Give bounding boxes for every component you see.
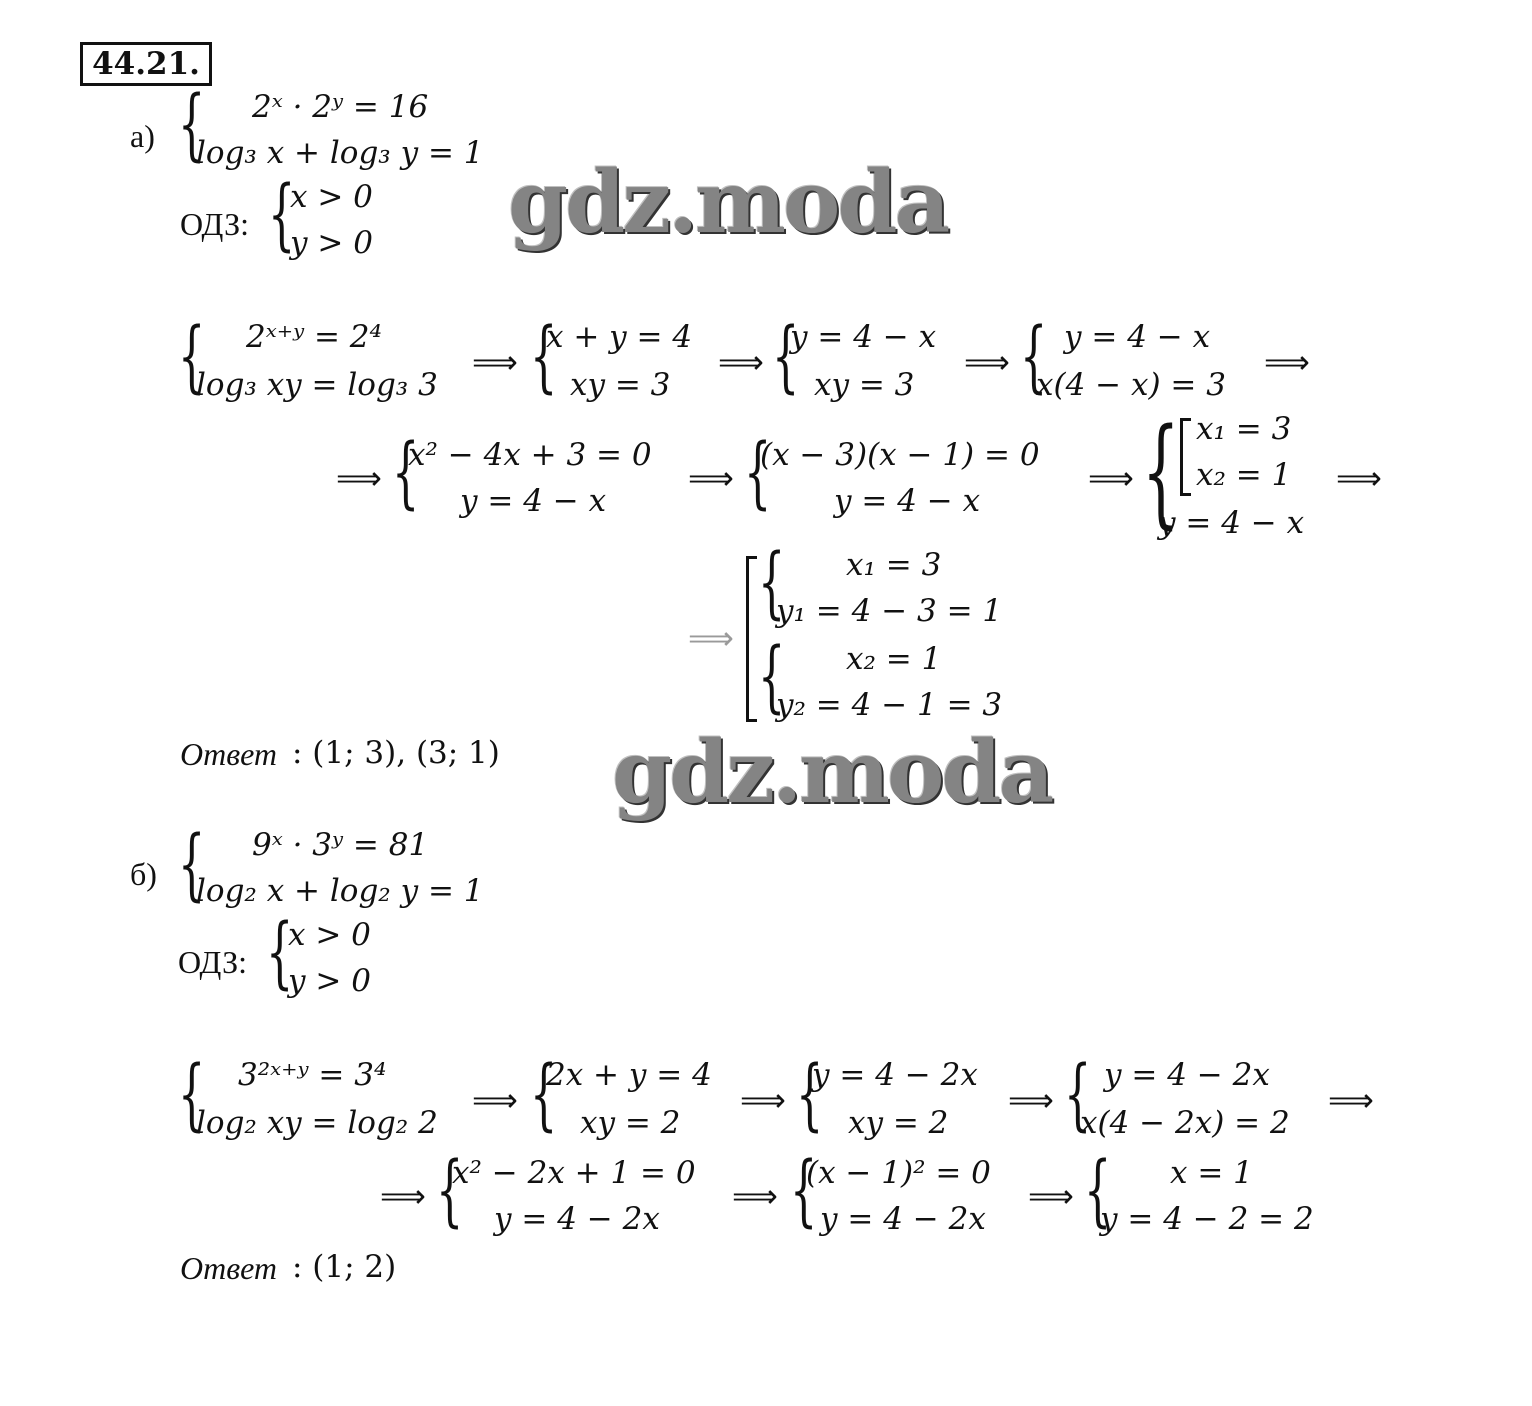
watermark-1: gdz.moda xyxy=(508,152,948,253)
implies-arrow: ⟹ xyxy=(718,343,764,381)
implies-arrow: ⟹ xyxy=(1008,1081,1054,1119)
step2-b-eq2: xy = 2 xyxy=(580,1105,681,1141)
brace: { xyxy=(268,170,296,260)
step7-a-root2: x₂ = 1 xyxy=(1196,457,1292,493)
odz-b-x: x > 0 xyxy=(288,917,371,953)
step1-a-eq1: 2ˣ⁺ʸ = 2⁴ xyxy=(246,319,382,355)
system-a-eq1: 2ˣ · 2ʸ = 16 xyxy=(252,89,429,125)
brace: { xyxy=(530,312,558,402)
system-b-eq2: log₂ x + log₂ y = 1 xyxy=(196,873,484,909)
brace: { xyxy=(758,538,786,628)
brace: { xyxy=(744,428,772,518)
brace: { xyxy=(758,632,786,722)
step4-b-eq2: x(4 − 2x) = 2 xyxy=(1080,1105,1290,1141)
problem-number: 44.21. xyxy=(80,42,212,86)
step5-a-eq1: x² − 4x + 3 = 0 xyxy=(408,437,652,473)
brace: { xyxy=(178,312,206,402)
step6-b-eq2: y = 4 − 2x xyxy=(820,1201,986,1237)
implies-arrow: ⟹ xyxy=(964,343,1010,381)
implies-arrow: ⟹ xyxy=(740,1081,786,1119)
brace: { xyxy=(772,312,800,402)
step7-b-eq2: y = 4 − 2 = 2 xyxy=(1100,1201,1314,1237)
step3-b-eq1: y = 4 − 2x xyxy=(812,1057,978,1093)
implies-arrow: ⟹ xyxy=(1088,459,1134,497)
system-b-eq1: 9ˣ · 3ʸ = 81 xyxy=(252,827,429,863)
brace: { xyxy=(530,1050,558,1140)
brace: { xyxy=(796,1050,824,1140)
step5-a-eq2: y = 4 − x xyxy=(460,483,607,519)
implies-arrow: ⟹ xyxy=(732,1177,778,1215)
step8-a-sys1-x: x₁ = 3 xyxy=(846,547,942,583)
step2-a-eq1: x + y = 4 xyxy=(546,319,693,355)
step8-a-sys1-y: y₁ = 4 − 3 = 1 xyxy=(776,593,1003,629)
implies-arrow: ⟹ xyxy=(688,619,734,657)
odz-b-label: ОДЗ: xyxy=(178,944,248,980)
implies-arrow: ⟹ xyxy=(1336,459,1382,497)
system-a-eq2: log₃ x + log₃ y = 1 xyxy=(196,135,484,171)
odz-a-y: y > 0 xyxy=(290,225,373,261)
step3-a-eq1: y = 4 − x xyxy=(790,319,937,355)
step2-b-eq1: 2x + y = 4 xyxy=(546,1057,712,1093)
step1-b-eq1: 3²ˣ⁺ʸ = 3⁴ xyxy=(238,1057,387,1093)
step7-b-eq1: x = 1 xyxy=(1170,1155,1253,1191)
step8-a-sys2-x: x₂ = 1 xyxy=(846,641,942,677)
brace: { xyxy=(1142,402,1180,540)
implies-arrow: ⟹ xyxy=(380,1177,426,1215)
step7-a-root1: x₁ = 3 xyxy=(1196,411,1292,447)
implies-arrow: ⟹ xyxy=(472,1081,518,1119)
answer-a-value: : (1; 3), (3; 1) xyxy=(292,735,500,771)
brace: { xyxy=(1064,1050,1092,1140)
brace: { xyxy=(178,820,206,910)
step5-b-eq2: y = 4 − 2x xyxy=(494,1201,660,1237)
answer-b-label: Ответ xyxy=(180,1250,277,1286)
part-a-label: а) xyxy=(130,118,155,154)
step4-a-eq1: y = 4 − x xyxy=(1064,319,1211,355)
brace: { xyxy=(1084,1146,1112,1236)
brace: { xyxy=(266,908,294,998)
step6-b-eq1: (x − 1)² = 0 xyxy=(806,1155,991,1191)
step7-a-y: y = 4 − x xyxy=(1158,505,1305,541)
step6-a-eq2: y = 4 − x xyxy=(834,483,981,519)
step5-b-eq1: x² − 2x + 1 = 0 xyxy=(452,1155,696,1191)
answer-a-label: Ответ xyxy=(180,736,277,772)
odz-b-y: y > 0 xyxy=(288,963,371,999)
brace: { xyxy=(436,1146,464,1236)
brace: { xyxy=(1020,312,1048,402)
bracket xyxy=(746,556,757,722)
brace: { xyxy=(178,1050,206,1140)
implies-arrow: ⟹ xyxy=(472,343,518,381)
step1-b-eq2: log₂ xy = log₂ 2 xyxy=(196,1105,438,1141)
odz-a-x: x > 0 xyxy=(290,179,373,215)
implies-arrow: ⟹ xyxy=(688,459,734,497)
answer-b-value: : (1; 2) xyxy=(292,1249,397,1285)
implies-arrow: ⟹ xyxy=(1328,1081,1374,1119)
step4-a-eq2: x(4 − x) = 3 xyxy=(1036,367,1226,403)
bracket xyxy=(1180,418,1191,496)
odz-a-label: ОДЗ: xyxy=(180,206,250,242)
step8-a-sys2-y: y₂ = 4 − 1 = 3 xyxy=(776,687,1003,723)
brace: { xyxy=(178,80,206,170)
step1-a-eq2: log₃ xy = log₃ 3 xyxy=(196,367,438,403)
step2-a-eq2: xy = 3 xyxy=(570,367,671,403)
implies-arrow: ⟹ xyxy=(336,459,382,497)
part-b-label: б) xyxy=(130,856,157,892)
step4-b-eq1: y = 4 − 2x xyxy=(1104,1057,1270,1093)
step6-a-eq1: (x − 3)(x − 1) = 0 xyxy=(760,437,1040,473)
brace: { xyxy=(790,1146,818,1236)
brace: { xyxy=(392,428,420,518)
step3-a-eq2: xy = 3 xyxy=(814,367,915,403)
watermark-2: gdz.moda xyxy=(612,722,1052,823)
implies-arrow: ⟹ xyxy=(1264,343,1310,381)
implies-arrow: ⟹ xyxy=(1028,1177,1074,1215)
step3-b-eq2: xy = 2 xyxy=(848,1105,949,1141)
